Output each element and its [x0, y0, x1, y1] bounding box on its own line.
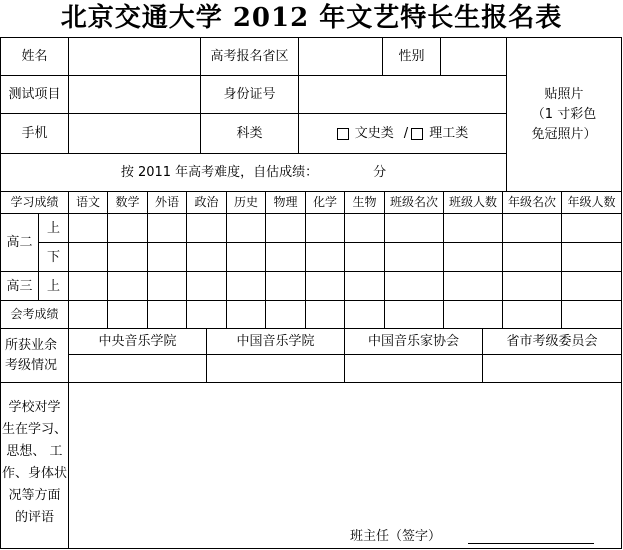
- estimated-score-label: 按 2011 年高考难度，自估成绩：: [120, 165, 319, 180]
- term-down-label: 下: [46, 249, 60, 265]
- term-up-label: 上: [46, 278, 60, 294]
- subject-header: 外语: [154, 195, 179, 209]
- signature-line[interactable]: [468, 543, 594, 544]
- arts-checkbox[interactable]: [337, 128, 349, 140]
- province-field[interactable]: [299, 38, 382, 75]
- category-options: [299, 114, 506, 153]
- gender-field[interactable]: [441, 38, 506, 75]
- org-provincial-committee: 省市考级委员会: [506, 334, 598, 349]
- evaluation-label-line: 生在学习、: [1, 422, 67, 437]
- subject-header: 物理: [273, 195, 298, 209]
- evaluation-field[interactable]: [69, 383, 621, 523]
- evaluation-label-line: 况等方面: [8, 488, 61, 503]
- grade-two-label: 高二: [6, 235, 33, 250]
- photo-label: 贴照片: [544, 86, 584, 102]
- evaluation-label-line: 的评语: [14, 510, 54, 525]
- subject-header: 语文: [75, 195, 100, 209]
- teacher-signature-label: 班主任（签字）: [350, 528, 442, 544]
- form-title: 北京交通大学 2012 年文艺特长生报名表: [60, 3, 563, 33]
- subject-header: 班级人数: [448, 195, 497, 209]
- evaluation-label-line: 学校对学: [8, 400, 61, 415]
- gender-label: 性别: [398, 49, 425, 64]
- photo-size-note: （1 寸彩色: [531, 106, 597, 122]
- id-number-label: 身份证号: [223, 87, 276, 102]
- subject-header: 数学: [115, 195, 140, 209]
- org-central-conservatory: 中央音乐学院: [98, 334, 177, 349]
- grades-header-label: 学习成绩: [10, 195, 59, 209]
- music-label-line: 考级情况: [5, 357, 58, 373]
- photo-type-note: 免冠照片）: [531, 126, 597, 142]
- music-label-line: 所获业余: [5, 337, 58, 353]
- subject-header: 政治: [194, 195, 219, 209]
- id-number-field[interactable]: [299, 76, 506, 113]
- phone-label: 手机: [21, 126, 48, 141]
- subject-header: 生物: [352, 195, 377, 209]
- subject-header: 历史: [233, 195, 258, 209]
- evaluation-label-line: 作、身体状: [1, 466, 67, 481]
- exam-score-label: 会考成绩: [10, 307, 59, 321]
- music-grading-label: [1, 329, 68, 382]
- arts-option-label: 文史类: [354, 126, 394, 141]
- name-label: 姓名: [21, 49, 48, 64]
- science-option-label: 理工类: [429, 126, 469, 141]
- score-unit: 分: [373, 165, 387, 180]
- subject-header: 班级名次: [389, 195, 438, 209]
- province-label: 高考报名省区: [210, 49, 289, 64]
- name-field[interactable]: [69, 38, 200, 75]
- subject-header: 年级名次: [507, 195, 556, 209]
- org-musicians-association: 中国音乐家协会: [367, 334, 459, 349]
- test-item-field[interactable]: [69, 76, 200, 113]
- org-china-conservatory: 中国音乐学院: [236, 334, 315, 349]
- category-label: 科类: [236, 126, 263, 141]
- subject-header: 化学: [312, 195, 337, 209]
- option-separator: /: [403, 126, 409, 141]
- evaluation-label: [1, 398, 68, 528]
- science-checkbox[interactable]: [411, 128, 423, 140]
- test-item-label: 测试项目: [8, 87, 61, 102]
- subject-header: 年级人数: [567, 195, 616, 209]
- photo-area[interactable]: [507, 38, 621, 191]
- phone-field[interactable]: [69, 114, 200, 153]
- estimated-score-row: [1, 154, 506, 191]
- term-up-label: 上: [46, 220, 60, 236]
- grade-three-label: 高三: [6, 278, 33, 294]
- evaluation-label-line: 思想、 工: [6, 444, 63, 459]
